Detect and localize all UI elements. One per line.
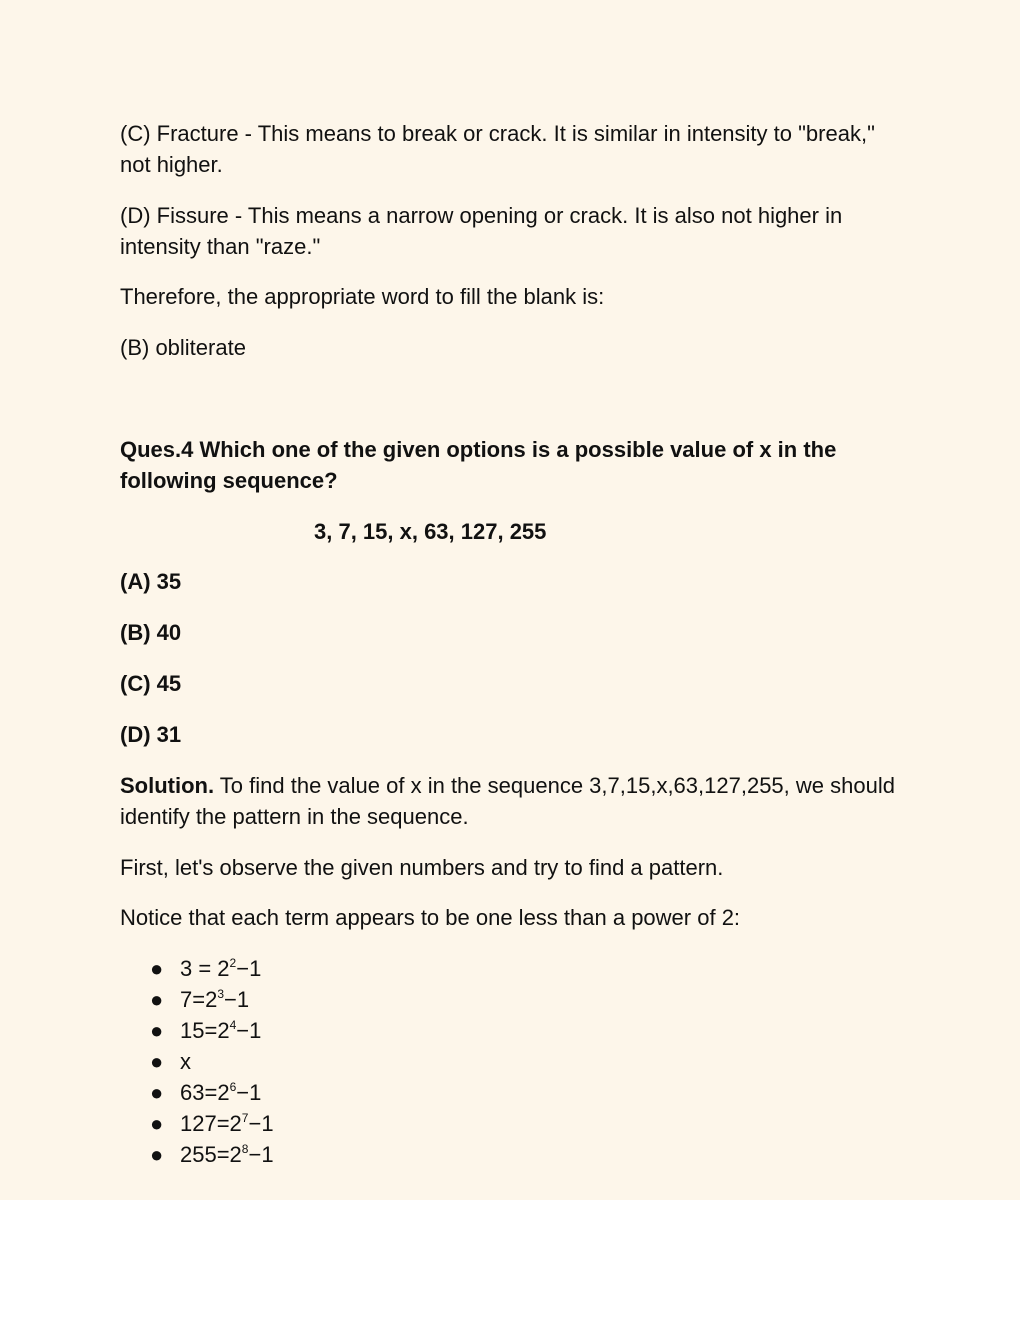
- bullet-icon: ●: [150, 1111, 164, 1136]
- term-rest: −1: [236, 1018, 262, 1043]
- option-d: (D) 31: [120, 722, 182, 747]
- term-exponent: 3: [217, 987, 225, 1001]
- term-rest: −1: [224, 987, 250, 1012]
- list-item: [150, 1015, 261, 1046]
- solution-label: Solution.: [120, 773, 215, 798]
- term-exponent: 2: [229, 956, 237, 970]
- therefore-text: Therefore, the appropriate word to fill the blank is:: [120, 284, 605, 309]
- bullet-icon: ●: [150, 987, 164, 1012]
- term-base: 3 = 2: [180, 956, 230, 981]
- list-item: [150, 1046, 191, 1077]
- list-item: [150, 1108, 274, 1139]
- term-exponent: 8: [241, 1142, 249, 1156]
- term-base: 15=2: [180, 1018, 230, 1043]
- bullet-icon: ●: [150, 1142, 164, 1167]
- bullet-icon: ●: [150, 1080, 164, 1105]
- bullet-icon: ●: [150, 1049, 164, 1074]
- sequence: 3, 7, 15, x, 63, 127, 255: [314, 519, 547, 544]
- term-exponent: 4: [229, 1018, 237, 1032]
- list-item: [150, 1077, 261, 1108]
- term-exponent: 6: [229, 1080, 237, 1094]
- term-rest: −1: [248, 1111, 274, 1136]
- solution-text: To find the value of x in the sequence 3,7,15,x,63,127,255, we should identify the pattern in the sequence.: [120, 773, 895, 829]
- notice-text: Notice that each term appears to be one less than a power of 2:: [120, 905, 741, 930]
- term-base: 255=2: [180, 1142, 242, 1167]
- term-base: x: [180, 1049, 191, 1074]
- observe-text: First, let's observe the given numbers and try to find a pattern.: [120, 855, 724, 880]
- option-b: (B) 40: [120, 620, 182, 645]
- bullet-icon: ●: [150, 1018, 164, 1043]
- term-base: 7=2: [180, 987, 218, 1012]
- term-exponent: 7: [241, 1111, 249, 1125]
- option-c-explanation: (C) Fracture - This means to break or crack. It is similar in intensity to "break," not higher.: [120, 121, 875, 177]
- solution-intro: [120, 770, 900, 832]
- question-title: Ques.4 Which one of the given options is a possible value of x in the following sequence?: [120, 437, 837, 493]
- term-base: 127=2: [180, 1111, 242, 1136]
- option-d-explanation: (D) Fissure - This means a narrow opening or crack. It is also not higher in intensity than "raze.": [120, 203, 843, 259]
- term-rest: −1: [236, 956, 262, 981]
- option-c: (C) 45: [120, 671, 182, 696]
- list-item: [150, 953, 261, 984]
- previous-answer: (B) obliterate: [120, 335, 246, 360]
- term-rest: −1: [248, 1142, 274, 1167]
- list-item: [150, 984, 249, 1015]
- term-rest: −1: [236, 1080, 262, 1105]
- bullet-icon: ●: [150, 956, 164, 981]
- list-item: [150, 1139, 274, 1170]
- option-a: (A) 35: [120, 569, 182, 594]
- term-base: 63=2: [180, 1080, 230, 1105]
